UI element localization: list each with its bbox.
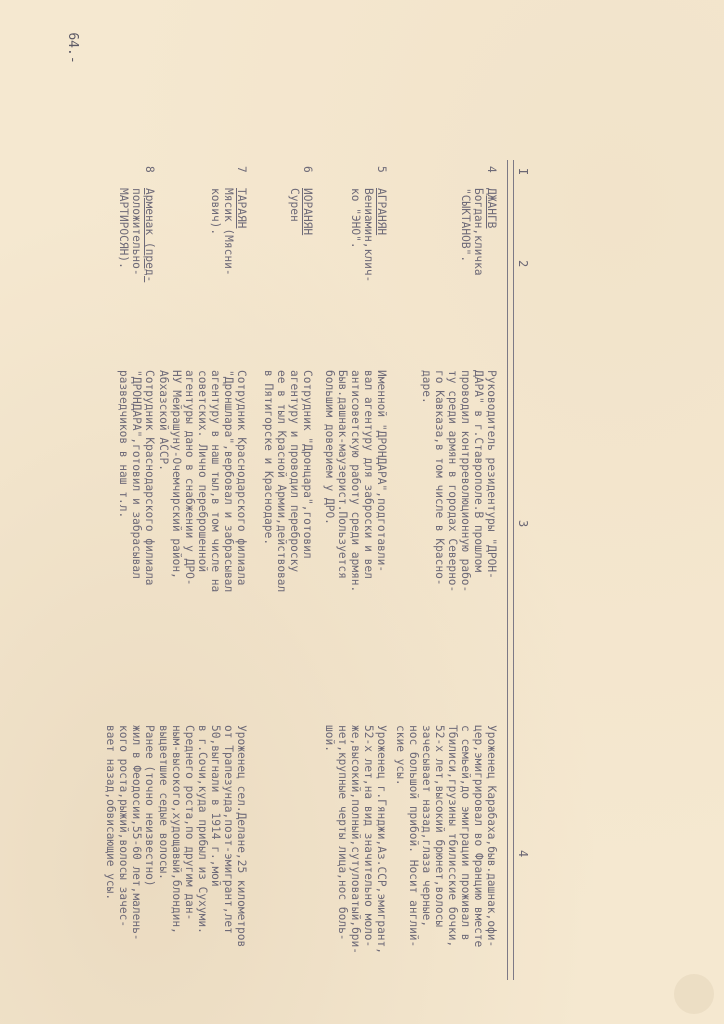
text-line: цер,эмигрировал во Францию вместе bbox=[472, 725, 485, 948]
column-header-1: I bbox=[516, 168, 530, 176]
paper-stain bbox=[674, 974, 714, 1014]
text-line: Мясик (Мясни- bbox=[222, 188, 235, 276]
text-line: от Трапезунда,поэт-эмигрант,лет bbox=[222, 725, 235, 934]
page-number: 64.- bbox=[65, 32, 80, 64]
text-line: выцветшие седые волосы. bbox=[157, 725, 170, 880]
activity-cell bbox=[420, 370, 498, 690]
text-line: с семьей,до эмиграции проживал в bbox=[459, 725, 472, 941]
header-rule-bottom bbox=[507, 160, 508, 980]
text-line: 50,выгнали в 1914 г.,мой bbox=[209, 725, 222, 887]
text-line: положительно- bbox=[130, 188, 143, 276]
activity-cell bbox=[262, 370, 314, 690]
text-line: Сотрудник "Дронцара",готовил bbox=[301, 370, 314, 559]
row-number: 5 bbox=[375, 166, 388, 173]
text-line: агентуру в наш тыл,в том числе на bbox=[209, 370, 222, 593]
text-line: ее в тыл Красной Армии,действовал bbox=[275, 370, 288, 593]
text-line: агентуры дано в снабжении у ДРО- bbox=[183, 370, 196, 586]
text-line: Сотрудник Краснодарского филиала bbox=[143, 370, 156, 586]
text-line: ДАРА" в г.Ставрополе.В прошлом bbox=[472, 370, 485, 573]
description-cell bbox=[157, 725, 248, 990]
text-line: проводил контрреволюционную рабо- bbox=[459, 370, 472, 593]
text-line: "Дроншлара",вербовал и забрасывал bbox=[222, 370, 235, 593]
description-cell bbox=[394, 725, 498, 990]
text-line: нет,крупные черты лица,нос боль- bbox=[336, 725, 349, 941]
text-line: ДЖАНГВ bbox=[485, 188, 498, 229]
text-line: вает назад,обвисающие усы. bbox=[104, 725, 117, 901]
text-line: МАРТИРОСЯН). bbox=[117, 188, 130, 269]
row-number: 7 bbox=[235, 166, 248, 173]
text-line: Вениамин,клич- bbox=[362, 188, 375, 283]
column-header-3: 3 bbox=[516, 520, 530, 528]
column-header-4: 4 bbox=[516, 850, 530, 858]
text-line: даре. bbox=[420, 370, 433, 404]
table-header bbox=[514, 160, 530, 980]
person-name-cell bbox=[209, 188, 248, 338]
text-line: большим доверием у ДРО. bbox=[323, 370, 336, 525]
text-line: шой. bbox=[323, 725, 336, 752]
text-line: Руководитель резидентуры "ДРОН- bbox=[485, 370, 498, 579]
text-line: Тбилиси,грузины тбилисские бочки, bbox=[446, 725, 459, 948]
text-line: Среднего роста,по другим дан- bbox=[183, 725, 196, 921]
text-line: ские усы. bbox=[394, 725, 407, 786]
text-line: зачесывает назад,глаза черные, bbox=[420, 725, 433, 928]
description-cell bbox=[323, 725, 388, 990]
person-name-cell bbox=[459, 188, 498, 338]
person-name-cell bbox=[288, 188, 314, 338]
text-line: 52-х лет,на вид значительно моло- bbox=[362, 725, 375, 948]
text-line: в г.Сочи,куда прибыл из Сухуми. bbox=[196, 725, 209, 934]
text-line: советских. Лично переброшенной bbox=[196, 370, 209, 573]
text-line: Сурен bbox=[288, 188, 301, 222]
header-rule-top bbox=[513, 160, 514, 980]
text-line: Именной "ДРОНДАРА",подготавли- bbox=[375, 370, 388, 573]
text-line: 52-х лет,высокий брюнет,волосы bbox=[433, 725, 446, 928]
person-name-cell bbox=[349, 188, 388, 338]
text-line: Уроженец Карабаха,быв.дашнак,офи- bbox=[485, 725, 498, 948]
text-line: Уроженец сел.Делане,25 километров bbox=[235, 725, 248, 948]
text-line: ным-высокого,худощавый,блондин, bbox=[170, 725, 183, 934]
text-line: ко "ЭНО". bbox=[349, 188, 362, 249]
row-number: 6 bbox=[301, 166, 314, 173]
text-line: НУ Мейрашуну-Очемчирский район, bbox=[170, 370, 183, 579]
text-line: кого роста,рыжий,волосы зачес- bbox=[117, 725, 130, 928]
text-line: вал агентуру для заброски и вел bbox=[362, 370, 375, 579]
text-line: Богдан,кличка bbox=[472, 188, 485, 276]
text-line: агентуру и проводил переброску bbox=[288, 370, 301, 573]
text-line: ту среди армян в городах Северно- bbox=[446, 370, 459, 593]
text-line: кович). bbox=[209, 188, 222, 236]
text-line: "СЫКТАНОВ". bbox=[459, 188, 472, 263]
activity-cell bbox=[157, 370, 248, 690]
rotated-table bbox=[104, 160, 560, 1020]
text-line: ИОРАНЯН bbox=[301, 188, 314, 236]
text-line: Сотрудник Краснодарского филиала bbox=[235, 370, 248, 586]
activity-cell bbox=[117, 370, 156, 690]
text-line: жил в Феодосии,55-60 лет,малень- bbox=[130, 725, 143, 941]
text-line: же,высокий,полный,сутуловатый,бри- bbox=[349, 725, 362, 955]
text-line: Уроженец г.Гянджи,Аз.ССР,эмигрант, bbox=[375, 725, 388, 955]
row-number: 8 bbox=[143, 166, 156, 173]
column-header-2: 2 bbox=[516, 260, 530, 268]
text-line: разведчиков в наш т.л. bbox=[117, 370, 130, 519]
description-cell bbox=[104, 725, 156, 990]
activity-cell bbox=[323, 370, 388, 690]
text-line: антисоветскую работу среди армян. bbox=[349, 370, 362, 593]
text-line: го Кавказа,в том числе в Красно- bbox=[433, 370, 446, 586]
text-line: Абхазской АССР. bbox=[157, 370, 170, 472]
text-line: АГРАНЯН bbox=[375, 188, 388, 236]
text-line: Ранее (точно неизвестно) bbox=[143, 725, 156, 887]
text-line: нос большой прибой. Носит англий- bbox=[407, 725, 420, 948]
text-line: Быв.дашнак-маузерист.Пользуется bbox=[336, 370, 349, 579]
text-line: Арменак (пред- bbox=[143, 188, 156, 283]
text-line: в Пятигорске и Краснодаре. bbox=[262, 370, 275, 546]
row-number: 4 bbox=[485, 166, 498, 173]
person-name-cell bbox=[117, 188, 156, 338]
table-body bbox=[104, 160, 560, 1020]
text-line: ТАРАЯН bbox=[235, 188, 248, 229]
text-line: "ДРОНДАРА",готовил и забрасывал bbox=[130, 370, 143, 579]
